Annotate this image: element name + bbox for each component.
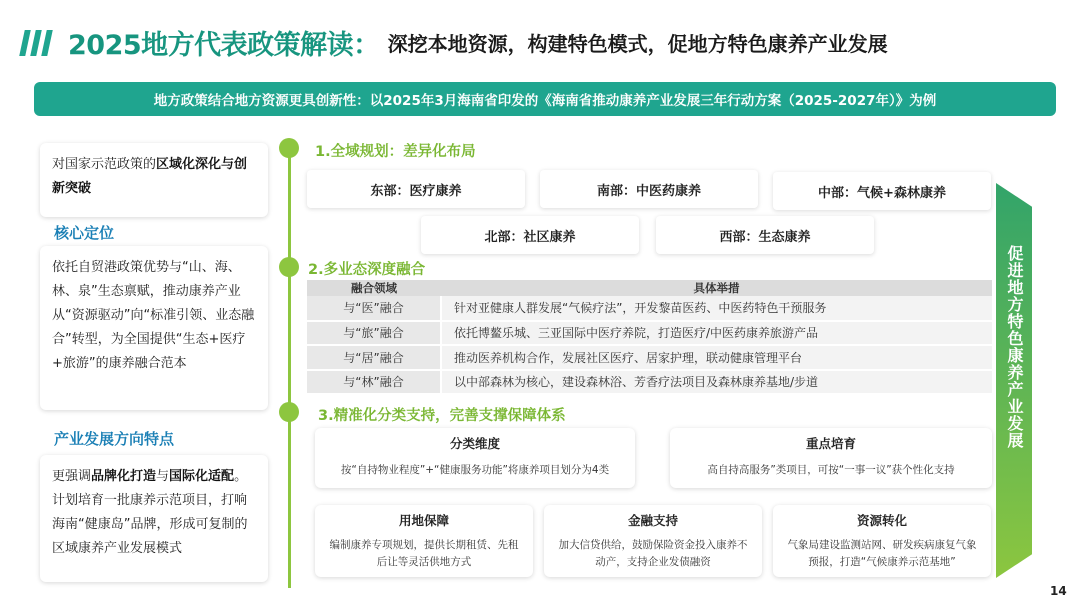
table-cell-measure: 针对亚健康人群发展“气候疗法”，开发黎苗医药、中医药特色干预服务 bbox=[441, 296, 992, 321]
intro-bold: 区域化深化与创新突破 bbox=[52, 157, 248, 196]
page-title bbox=[68, 22, 888, 62]
table-cell-field: 与“林”融合 bbox=[307, 370, 441, 395]
support-box-text: 加大信贷供给，鼓励保险资金投入康养不动产，支持企业发债融资 bbox=[558, 539, 748, 568]
region-central: 中部：气候+森林康养 bbox=[773, 172, 991, 210]
industry-direction-card bbox=[40, 455, 268, 582]
support-box-title: 分类维度 bbox=[449, 436, 500, 451]
timeline-dot-2 bbox=[279, 257, 299, 277]
timeline-line bbox=[288, 148, 291, 588]
table-row bbox=[307, 321, 992, 346]
dir-suffix: 。计划培育一批康养示范项目，打响海南“健康岛”品牌，形成可复制的区域康养产业发展模式 bbox=[52, 469, 248, 556]
policy-banner: 地方政策结合地方资源更具创新性：以2025年3月海南省印发的《海南省推动康养产业发展三年行动方案（2025-2027年）》为例 bbox=[34, 82, 1056, 116]
region-east: 东部：医疗康养 bbox=[307, 170, 525, 208]
dir-bold-brand: 品牌化打造 bbox=[91, 469, 157, 484]
support-box-text: 按“自持物业程度”+“健康服务功能”将康养项目划分为4类 bbox=[340, 464, 610, 476]
step2-title: 2.多业态深度融合 bbox=[308, 262, 426, 278]
support-box-text: 编制康养专项规划，提供长期租赁、先租后让等灵活供地方式 bbox=[329, 539, 519, 568]
integration-table bbox=[307, 280, 992, 395]
dir-mid: 与 bbox=[156, 469, 170, 484]
dir-prefix: 更强调 bbox=[52, 469, 92, 484]
core-positioning-text: 依托自贸港政策优势与“山、海、林、泉”生态禀赋，推动康养产业从“资源驱动”向“标准引领、业态融合”转型，为全国提供“生态+医疗+旅游”的康养融合范本 bbox=[52, 260, 255, 371]
region-north: 北部：社区康养 bbox=[421, 216, 639, 254]
support-box-title: 重点培育 bbox=[805, 436, 856, 451]
table-cell-field: 与“居”融合 bbox=[307, 345, 441, 370]
timeline-dot-1 bbox=[279, 138, 299, 158]
region-south: 南部：中医药康养 bbox=[540, 170, 758, 208]
table-header-row bbox=[307, 280, 992, 296]
table-header-field: 融合领域 bbox=[307, 280, 441, 296]
support-box-title: 金融支持 bbox=[627, 513, 678, 528]
dir-bold-intl: 国际化适配 bbox=[169, 469, 235, 484]
region-west: 西部：生态康养 bbox=[656, 216, 874, 254]
support-box-land bbox=[315, 505, 533, 577]
title-subtitle: 深挖本地资源，构建特色模式，促地方特色康养产业发展 bbox=[387, 31, 888, 56]
title-main: 2025地方代表政策解读： bbox=[68, 29, 380, 61]
table-header-measure: 具体举措 bbox=[441, 280, 992, 296]
support-box-key-cultivation bbox=[670, 428, 992, 488]
support-box-resource bbox=[773, 505, 991, 577]
support-box-title: 资源转化 bbox=[856, 513, 907, 528]
support-box-text: 高自持高服务”类项目，可按“一事一议”获个性化支持 bbox=[707, 464, 955, 476]
core-positioning-heading: 核心定位 bbox=[54, 224, 115, 242]
table-cell-field: 与“医”融合 bbox=[307, 296, 441, 321]
intro-card bbox=[40, 143, 268, 217]
step1-title: 1.全域规划：差异化布局 bbox=[315, 144, 476, 160]
title-decoration-bars bbox=[22, 30, 50, 56]
core-positioning-card bbox=[40, 246, 268, 410]
industry-direction-heading: 产业发展方向特点 bbox=[54, 430, 175, 448]
support-box-finance bbox=[544, 505, 762, 577]
table-row bbox=[307, 345, 992, 370]
table-cell-measure: 推动医养机构合作，发展社区医疗、居家护理，联动健康管理平台 bbox=[441, 345, 992, 370]
page-number: 14 bbox=[1050, 584, 1067, 598]
table-cell-field: 与“旅”融合 bbox=[307, 321, 441, 346]
table-row bbox=[307, 370, 992, 395]
table-row bbox=[307, 296, 992, 321]
intro-prefix: 对国家示范政策的 bbox=[52, 157, 157, 172]
table-cell-measure: 依托博鳌乐城、三亚国际中医疗养院，打造医疗/中医药康养旅游产品 bbox=[441, 321, 992, 346]
outcome-arrow-text: 促进地方特色康养产业发展 bbox=[1005, 245, 1024, 449]
table-cell-measure: 以中部森林为核心，建设森林浴、芳香疗法项目及森林康养基地/步道 bbox=[441, 370, 992, 395]
support-box-classification bbox=[315, 428, 635, 488]
timeline-dot-3 bbox=[279, 402, 299, 422]
support-box-title: 用地保障 bbox=[398, 513, 449, 528]
step3-title: 3.精准化分类支持，完善支撑保障体系 bbox=[318, 408, 566, 424]
support-box-text: 气象局建设监测站网、研发疾病康复气象预报，打造“气候康养示范基地” bbox=[787, 539, 977, 568]
